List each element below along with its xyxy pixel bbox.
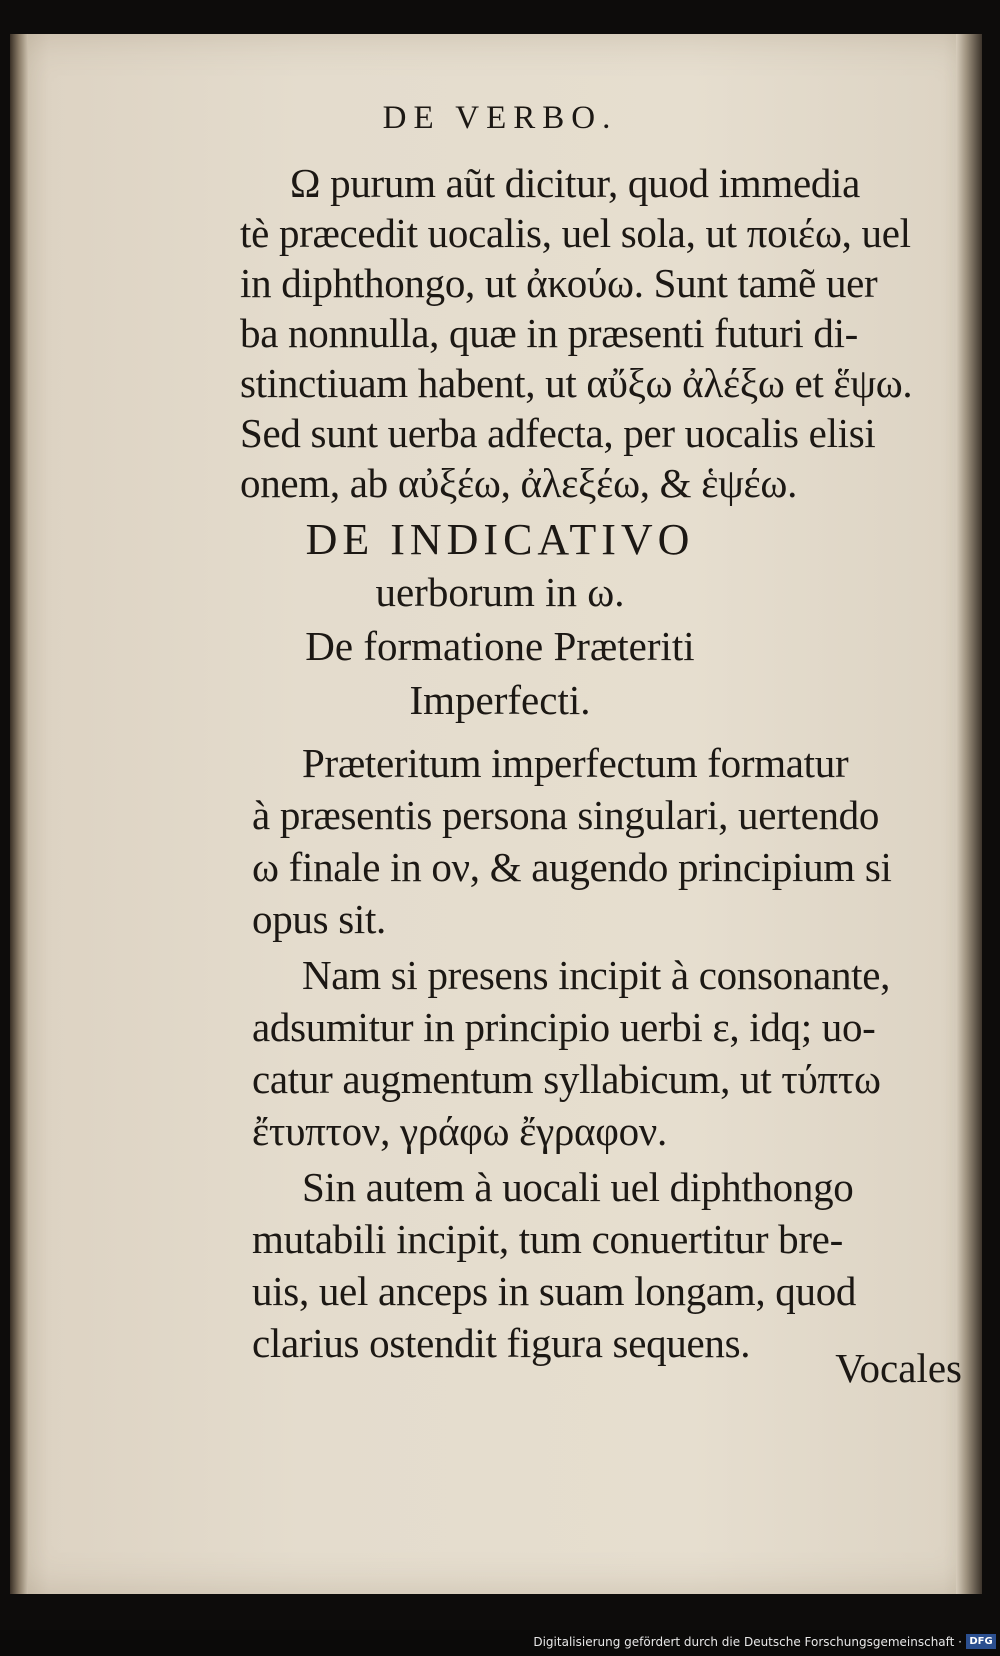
text-line: opus sit. <box>252 896 386 942</box>
running-head: DE VERBO. <box>382 100 618 136</box>
text-line: à præsentis persona singulari, uertendo <box>252 792 880 838</box>
text-line: Sed sunt uerba adfecta, per uocalis elisi <box>240 410 876 456</box>
text-line: ω finale in ον, & augendo principium si <box>252 844 892 890</box>
text-line: adsumitur in principio uerbi ε, idq; uo- <box>252 1004 876 1050</box>
subsection-heading: De formatione Præteriti <box>305 623 695 669</box>
catchword: Vocales <box>835 1345 962 1391</box>
text-line: mutabili incipit, tum conuertitur bre- <box>252 1216 843 1262</box>
subsection-heading: Imperfecti. <box>409 677 591 723</box>
text-line: uis, uel anceps in suam longam, quod <box>252 1268 857 1314</box>
text-line: in diphthongo, ut ἀκούω. Sunt tamẽ uer <box>240 260 878 306</box>
funding-credit: Digitalisierung gefördert durch die Deutsche Forschungsgemeinschaft · <box>533 1635 962 1649</box>
text-line: clarius ostendit figura sequens. <box>252 1320 751 1366</box>
text-line: ἔτυπτον, γράφω ἔγραφον. <box>252 1108 667 1154</box>
section-heading: DE INDICATIVO <box>305 515 695 564</box>
section-subheading: uerborum in ω. <box>375 569 625 615</box>
text-line: Nam si presens incipit à consonante, <box>302 952 891 998</box>
text-line: catur augmentum syllabicum, ut τύπτω <box>252 1056 881 1102</box>
text-line: Sin autem à uocali uel diphthongo <box>302 1164 854 1210</box>
text-line: stinctiuam habent, ut αὔξω ἀλέξω et ἕψω. <box>240 360 913 406</box>
text-line: onem, ab αὐξέω, ἀλεξέω, & ἑψέω. <box>240 460 798 506</box>
text-line: tè præcedit uocalis, uel sola, ut ποιέω, uel <box>240 210 911 256</box>
dfg-logo-icon: DFG <box>966 1634 996 1649</box>
text-line: ba nonnulla, quæ in præsenti futuri di- <box>240 310 859 356</box>
text-line: Ω purum aũt dicitur, quod immedia <box>290 160 861 206</box>
text-line: Præteritum imperfectum formatur <box>302 740 849 786</box>
